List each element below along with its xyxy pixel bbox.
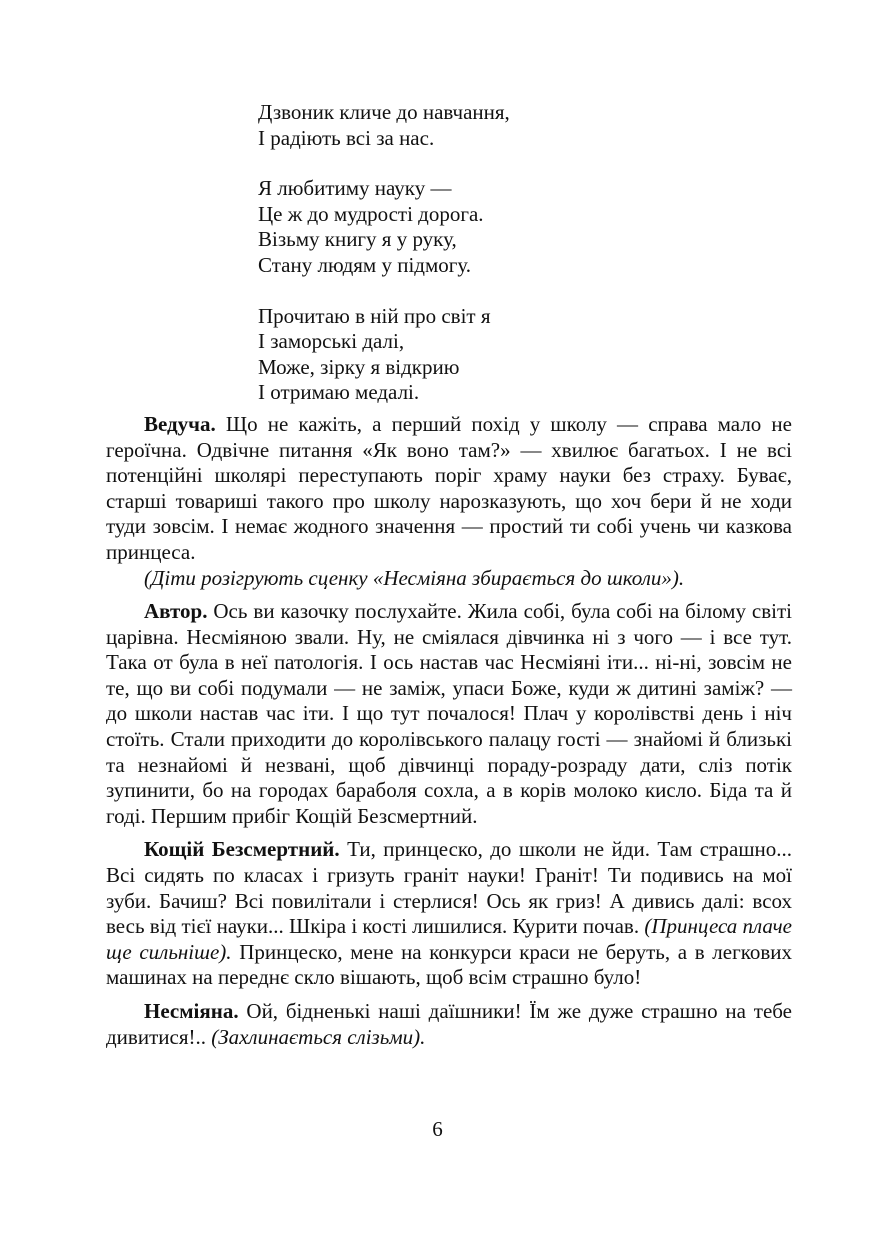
paragraph-text: Ось ви казочку послухайте. Жила собі, була собі на білому світі царівна. Несміяною звали. Ну, не сміялася дівчинка ні з чого — і все тут. Така от була в неї патологія. І ось настав час Несміяні іти... ні-ні, зовсім не те, що ви собі подумали — не заміж, упаси Боже, куди ж дитині заміж? — до школи настав час іти. І що тут почалося! Плач у королівстві день і ніч стоїть. Стали приходити до королівського палацу гості — знайомі й близькі та незнайомі й незвані, щоб дівчинці пораду-розраду дати, сліз потік зупинити, бо на городах бараболя сохла, а в корів молоко кисло. Біда та й годі. Першим прибіг Кощій Безсмертний. <box>106 599 792 828</box>
stage-direction: (Захлинається слізьми). <box>211 1024 426 1049</box>
speaker-name: Ведуча. <box>144 411 216 436</box>
speaker-name: Автор. <box>144 599 208 624</box>
poem-stanza <box>258 304 792 406</box>
poem-line: Прочитаю в ній про світ я <box>258 303 491 328</box>
paragraph-text: Що не кажіть, а перший похід у школу — справа мало не героїчна. Одвічне питання «Як воно там?» — хвилює багатьох. І не всі потенційні школярі переступають поріг храму науки без страху. Буває, старші товариші такого про школу нарозказують, що хоч бери й не ходи туди зовсім. І немає жодного значення — простий ти собі учень чи казкова принцеса. <box>106 411 792 564</box>
paragraph-stage-direction <box>106 566 792 592</box>
speaker-name: Кощій Безсмертний. <box>144 837 340 862</box>
poem-line: Це ж до мудрості дорога. <box>258 201 484 226</box>
paragraph-text: Ой, бідненькі наші даїшники! Їм же дуже страшно на тебе дивитися!.. <box>106 999 792 1049</box>
poem-line: Візьму книгу я у руку, <box>258 227 457 252</box>
paragraph-nesmiiana <box>106 999 792 1050</box>
paragraph-text: Принцеско, мене на конкурси краси не беруть, а в легкових машинах на переднє скло вішають, щоб всім страшно було! <box>106 939 792 990</box>
page-number: 6 <box>432 1117 443 1141</box>
speaker-name: Несміяна. <box>144 999 239 1023</box>
stage-direction: (Діти розігрують сценку «Несміяна збирається до школи»). <box>144 565 685 590</box>
poem-stanza <box>258 100 792 151</box>
page-body <box>106 100 792 1050</box>
paragraph-narrator <box>106 412 792 566</box>
poem-line: Може, зірку я відкрию <box>258 354 460 379</box>
stage-direction: (Принцеса плаче ще сильніше). <box>106 914 792 964</box>
poem-line: І радіють всі за нас. <box>258 125 435 150</box>
poem-line: Я любитиму науку — <box>258 176 452 201</box>
paragraph-koshchei <box>106 837 792 991</box>
paragraph-text: Ти, принцеско, до школи не йди. Там страшно... Всі сидять по класах і гризуть граніт науки! Граніт! Ти подивись на мої зуби. Бачиш? Всі повилітали і стерлися! Ось як гриз! А дивись далі: всох весь від тієї науки... Шкіра і кості лишилися. Курити почав. <box>106 837 792 939</box>
poem-line: Дзвоник кличе до навчання, <box>258 100 510 124</box>
poem-stanza <box>258 176 792 278</box>
paragraph-author <box>106 599 792 829</box>
poem-line: І отримаю медалі. <box>258 380 420 405</box>
poem-line: Стану людям у підмогу. <box>258 252 472 277</box>
poem-line: І заморські далі, <box>258 329 405 354</box>
